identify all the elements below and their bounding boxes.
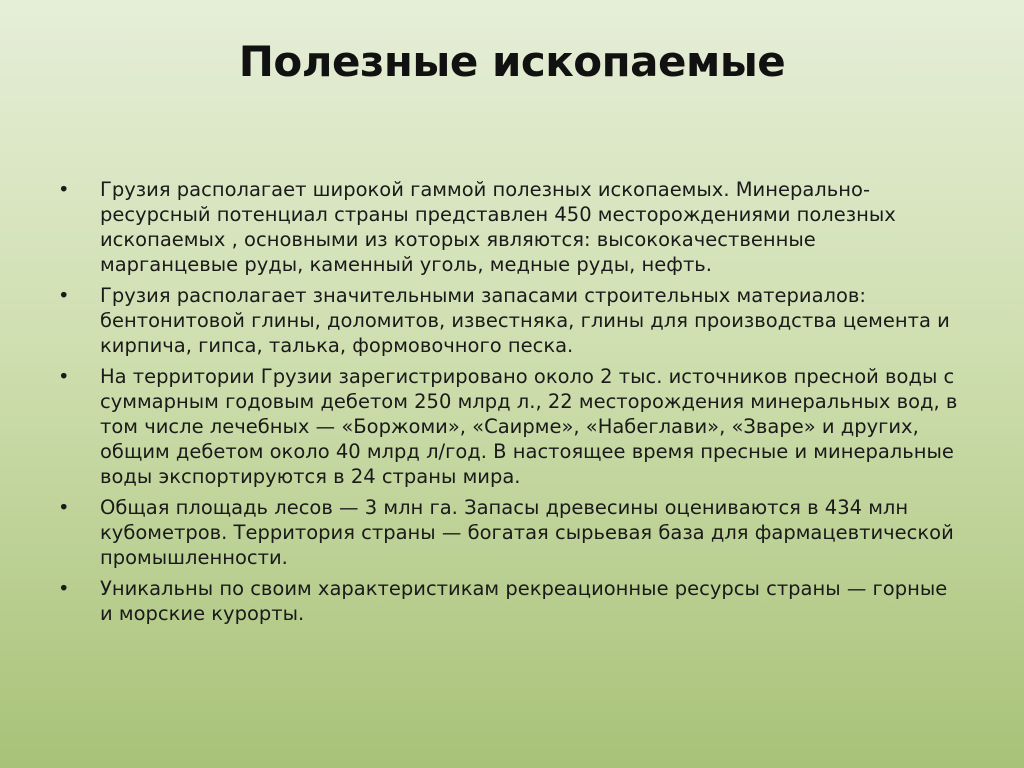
bullet-icon: •: [58, 577, 70, 600]
bullet-icon: •: [58, 496, 70, 519]
bullet-text: Грузия располагает значительными запасами строительных материалов: бентонитовой глины, доломитов, известняка, глины для производства цемента и кирпича, гипса, талька, формовочного песка.: [100, 284, 950, 357]
bullet-item: [58, 576, 958, 626]
bullet-text: Общая площадь лесов — 3 млн га. Запасы древесины оцениваются в 434 млн кубометров. Территория страны — богатая сырьевая база для фармацевтической промышленности.: [100, 496, 954, 569]
bullet-icon: •: [58, 178, 70, 201]
bullet-item: [58, 177, 958, 277]
bullet-text: На территории Грузии зарегистрировано около 2 тыс. источников пресной воды с суммарным годовым дебетом 250 млрд л., 22 месторождения минеральных вод, в том числе лечебных — «Боржоми», «Саирме», «Набеглави», «Зваре» и других, общим дебетом около 40 млрд л/год. В настоящее время пресные и минеральные воды экспортируются в 24 страны мира.: [100, 365, 958, 488]
bullet-icon: •: [58, 284, 70, 307]
bullet-item: [58, 495, 958, 570]
bullet-icon: •: [58, 365, 70, 388]
bullet-text: Грузия располагает широкой гаммой полезных ископаемых. Минерально-ресурсный потенциал страны представлен 450 месторождениями полезных ископаемых , основными из которых являются: высококачественные марганцевые руды, каменный уголь, медные руды, нефть.: [100, 178, 896, 276]
bullet-list: [58, 177, 958, 626]
bullet-item: [58, 364, 958, 489]
slide-content: [58, 177, 958, 632]
bullet-text: Уникальны по своим характеристикам рекреационные ресурсы страны — горные и морские курорты.: [100, 577, 948, 625]
bullet-item: [58, 283, 958, 358]
slide-title: Полезные ископаемые: [238, 37, 786, 86]
